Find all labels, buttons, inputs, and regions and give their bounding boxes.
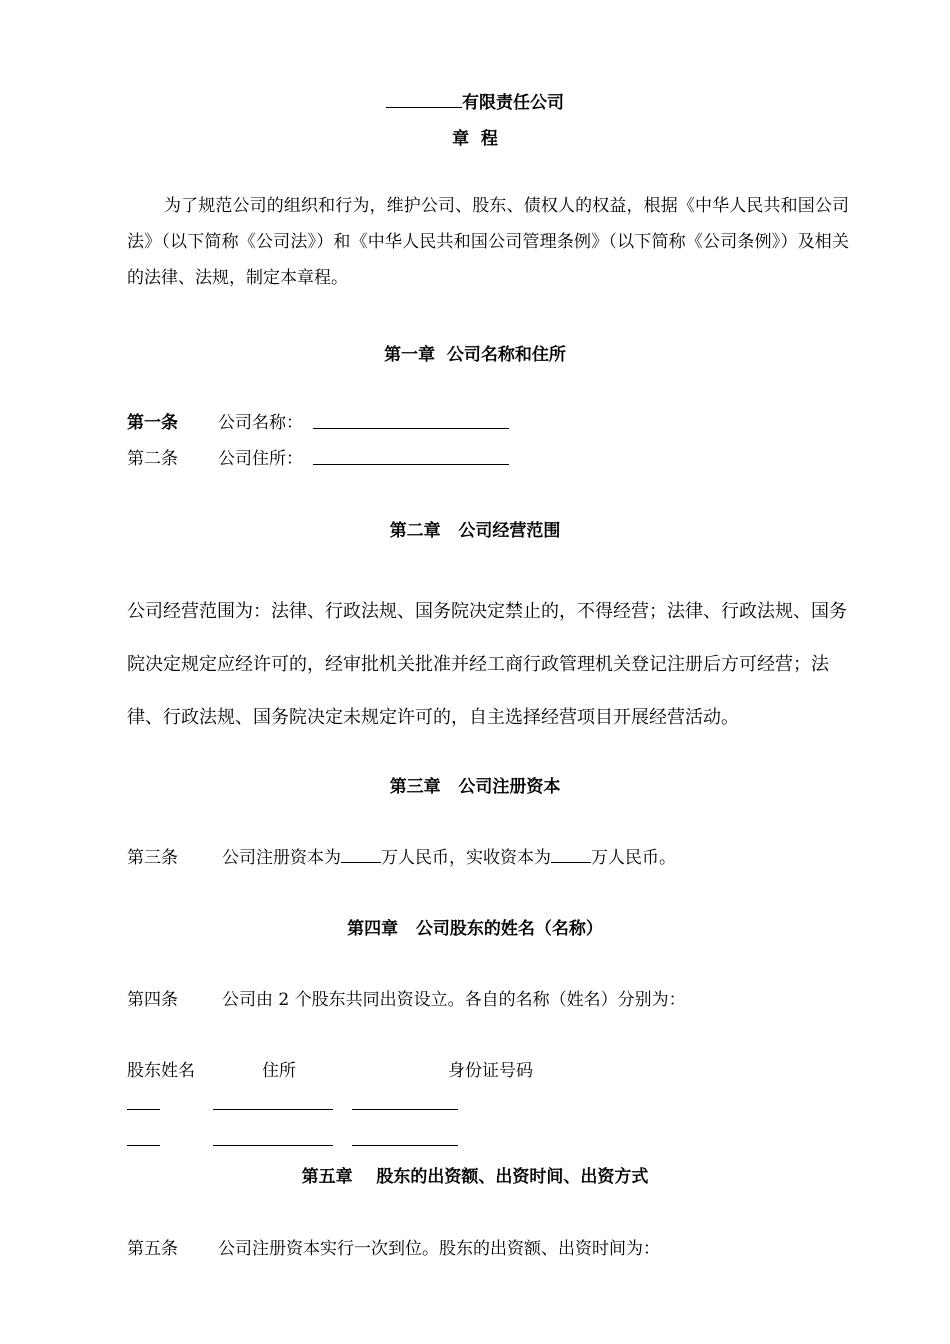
chapter1-title: 第一章 公司名称和住所 — [384, 345, 566, 365]
article3-text: 公司注册资本为 万人民币，实收资本为 万人民币。 — [222, 848, 676, 868]
shareholder2-name-field[interactable] — [127, 1145, 160, 1146]
article2-text: 公司住所： — [218, 449, 303, 469]
company-name-field[interactable] — [313, 428, 509, 429]
company-name-blank[interactable] — [386, 106, 462, 108]
article5-text: 公司注册资本实行一次到位。股东的出资额、出资时间为： — [218, 1239, 660, 1259]
chapter5-title: 第五章 股东的出资额、出资时间、出资方式 — [301, 1167, 649, 1187]
company-address-field[interactable] — [313, 464, 509, 465]
col-address: 住所 — [262, 1061, 296, 1081]
article4-text: 公司由 2 个股东共同出资设立。各自的名称（姓名）分别为： — [222, 990, 686, 1010]
paid-capital-blank[interactable] — [551, 861, 591, 863]
chapter4-title: 第四章 公司股东的姓名（名称） — [347, 919, 603, 939]
chapter3-title: 第三章 公司注册资本 — [389, 777, 561, 797]
article1-label: 第一条 — [127, 413, 178, 433]
registered-capital-blank[interactable] — [341, 861, 381, 863]
chapter2-title: 第二章 公司经营范围 — [389, 521, 561, 541]
article3-label: 第三条 — [127, 848, 178, 868]
article1-text: 公司名称： — [218, 413, 303, 433]
shareholder1-id-field[interactable] — [352, 1109, 458, 1110]
article1 — [127, 408, 178, 433]
article4-label: 第四条 — [127, 990, 178, 1010]
article2-label: 第二条 — [127, 449, 178, 469]
col-shareholder-name: 股东姓名 — [127, 1061, 195, 1081]
shareholder2-id-field[interactable] — [352, 1145, 458, 1146]
company-suffix: 有限责任公司 — [462, 93, 564, 113]
preamble: 为了规范公司的组织和行为，维护公司、股东、债权人的权益，根据《中华人民共和国公司法》（以下简称《公司法》）和《中华人民共和国公司管理条例》（以下简称《公司条例》）及相关的法律、法规，制定本章程。 — [127, 196, 849, 288]
company-title — [0, 88, 950, 113]
shareholder2-address-field[interactable] — [213, 1145, 333, 1146]
doc-title: 章 程 — [452, 129, 498, 149]
business-scope: 公司经营范围为：法律、行政法规、国务院决定禁止的，不得经营；法律、行政法规、国务院决定规定应经许可的，经审批机关批准并经工商行政管理机关登记注册后方可经营；法律、行政法规、国务院决定未规定许可的，自主选择经营项目开展经营活动。 — [127, 601, 847, 728]
shareholder1-name-field[interactable] — [127, 1109, 160, 1110]
shareholder1-address-field[interactable] — [213, 1109, 333, 1110]
col-id-number: 身份证号码 — [448, 1061, 533, 1081]
article5-label: 第五条 — [127, 1239, 178, 1259]
